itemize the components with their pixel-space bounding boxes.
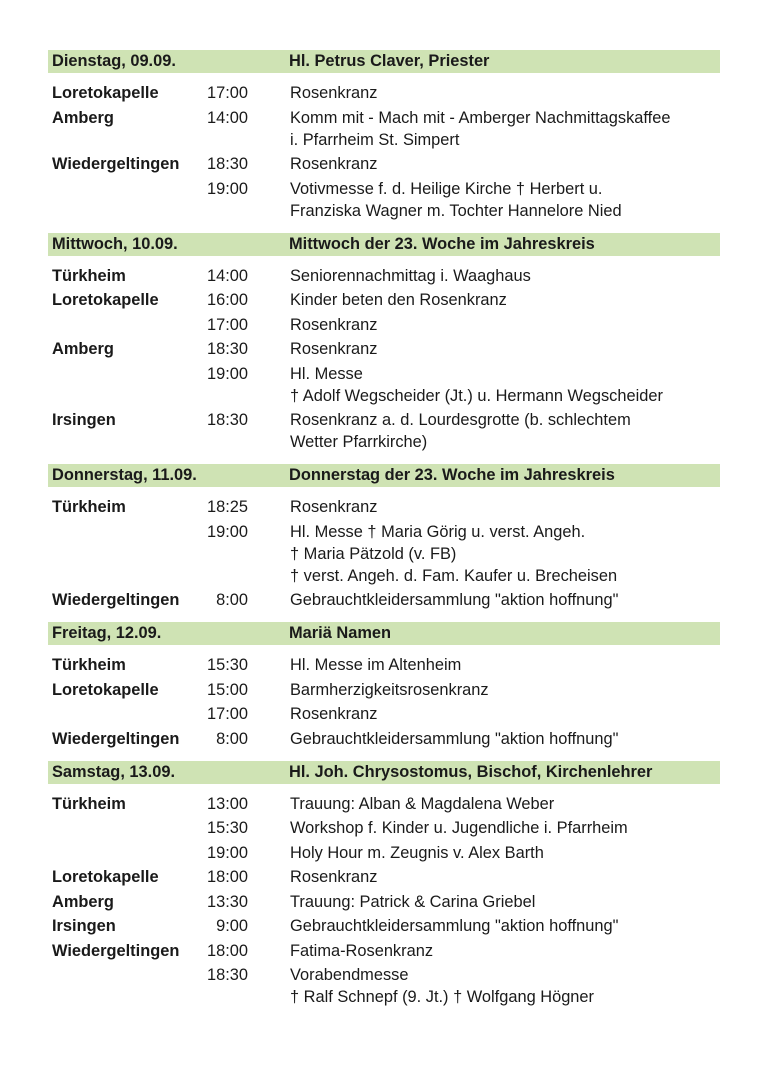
description-line: Workshop f. Kinder u. Jugendliche i. Pfarrheim [290,819,628,837]
day-date: Donnerstag, 11.09. [52,466,197,484]
day-header [48,622,720,645]
description-line: Rosenkranz a. d. Lourdesgrotte (b. schlechtem [290,411,631,429]
description-line: Wetter Pfarrkirche) [290,433,428,451]
entry-description [290,891,720,913]
entry-time: 18:00 [206,868,248,886]
entry-location: Loretokapelle [52,84,159,102]
description-line: Hl. Messe [290,364,363,383]
description-line: Kinder beten den Rosenkranz [290,291,507,309]
day-date: Mittwoch, 10.09. [52,234,178,253]
entry-location: Loretokapelle [52,291,159,309]
entry-description [290,338,720,360]
schedule-entry [48,866,720,888]
schedule-entry [48,940,720,962]
description-line: i. Pfarrheim St. Simpert [290,130,460,149]
entry-time: 18:30 [206,966,248,984]
entry-time: 15:00 [206,680,248,699]
description-line: Gebrauchtkleidersammlung "aktion hoffnung" [290,917,619,935]
schedule-entry [48,521,720,587]
description-line: Rosenkranz [290,155,378,173]
description-line: Rosenkranz [290,868,378,886]
entry-location: Wiedergeltingen [52,941,180,960]
entry-location: Irsingen [52,917,116,935]
entry-time: 9:00 [216,917,248,935]
entry-time: 16:00 [206,291,248,309]
entry-description [290,521,720,587]
schedule-entry [48,703,720,725]
day-feast: Donnerstag der 23. Woche im Jahreskreis [289,466,615,484]
description-line: Barmherzigkeitsrosenkranz [290,680,489,699]
schedule-entry [48,314,720,336]
schedule-entry [48,842,720,864]
day-section [48,622,720,750]
entry-description [290,654,720,676]
day-feast: Mittwoch der 23. Woche im Jahreskreis [289,234,595,253]
entry-time: 18:25 [206,498,248,516]
entry-location: Amberg [52,892,114,911]
entry-location: Türkheim [52,656,126,674]
entry-location: Türkheim [52,266,126,285]
schedule-entry [48,793,720,815]
description-line: Rosenkranz [290,498,378,516]
entry-description [290,915,720,937]
schedule-entry [48,817,720,839]
day-date: Dienstag, 09.09. [52,52,176,70]
description-line: Gebrauchtkleidersammlung "aktion hoffnung" [290,729,619,748]
entry-description [290,817,720,839]
entry-description [290,265,720,287]
entry-time: 8:00 [216,591,248,609]
entry-location: Türkheim [52,498,126,516]
description-line: † Adolf Wegscheider (Jt.) u. Hermann Wegscheider [290,386,663,405]
entry-time: 15:30 [206,819,248,837]
entry-description [290,679,720,701]
description-line: † Ralf Schnepf (9. Jt.) † Wolfgang Högner [290,988,594,1006]
schedule-entry [48,589,720,611]
entry-time: 15:30 [206,656,248,674]
schedule-entry [48,153,720,175]
day-section [48,464,720,611]
entry-time: 17:00 [206,705,248,723]
schedule-entry [48,289,720,311]
description-line: Votivmesse f. d. Heilige Kirche † Herbert u. [290,179,603,198]
entry-description [290,793,720,815]
entry-description [290,314,720,336]
day-date: Freitag, 12.09. [52,624,162,642]
description-line: Gebrauchtkleidersammlung "aktion hoffnung" [290,591,619,609]
schedule-entry [48,891,720,913]
entry-time: 13:30 [206,892,248,911]
entry-time: 18:30 [206,411,248,429]
entry-description [290,842,720,864]
entry-time: 17:00 [206,84,248,102]
description-line: Hl. Messe † Maria Görig u. verst. Angeh. [290,522,586,541]
day-header [48,761,720,784]
description-line: Rosenkranz [290,84,378,102]
day-header [48,50,720,73]
entry-description [290,107,720,151]
entry-description [290,496,720,518]
description-line: Holy Hour m. Zeugnis v. Alex Barth [290,843,544,862]
day-section [48,50,720,222]
entry-time: 8:00 [216,729,248,748]
schedule-entry [48,409,720,453]
description-line: Trauung: Patrick & Carina Griebel [290,892,536,911]
day-feast: Hl. Joh. Chrysostomus, Bischof, Kirchenlehrer [289,762,653,781]
schedule-entry [48,679,720,701]
entry-description [290,866,720,888]
entry-time: 19:00 [206,843,248,862]
entry-time: 19:00 [206,179,248,198]
entry-description [290,703,720,725]
day-feast: Hl. Petrus Claver, Priester [289,52,490,70]
entry-time: 18:00 [206,941,248,960]
entry-location: Loretokapelle [52,680,159,699]
entry-description [290,289,720,311]
entry-time: 18:30 [206,155,248,173]
schedule-entry [48,265,720,287]
schedule-entry [48,82,720,104]
description-line: Komm mit - Mach mit - Amberger Nachmittagskaffee [290,108,671,127]
day-section [48,761,720,1009]
day-feast: Mariä Namen [289,624,392,642]
description-line: † verst. Angeh. d. Fam. Kaufer u. Brecheisen [290,566,618,585]
entry-location: Loretokapelle [52,868,159,886]
entry-description [290,363,720,407]
description-line: Trauung: Alban & Magdalena Weber [290,794,555,813]
day-header [48,464,720,487]
day-date: Samstag, 13.09. [52,762,176,781]
entry-description [290,728,720,750]
schedule-entry [48,363,720,407]
schedule-entry [48,964,720,1008]
entry-location: Türkheim [52,794,126,813]
entry-description [290,178,720,222]
entry-location: Amberg [52,108,114,127]
entry-description [290,940,720,962]
description-line: Seniorennachmittag i. Waaghaus [290,266,531,285]
entry-description [290,409,720,453]
schedule-entry [48,496,720,518]
entry-location: Wiedergeltingen [52,729,180,748]
entry-time: 14:00 [206,108,248,127]
day-header [48,233,720,256]
schedule-page [48,50,720,1019]
entry-location: Wiedergeltingen [52,155,180,173]
entry-time: 13:00 [206,794,248,813]
schedule-entry [48,107,720,151]
entry-time: 18:30 [206,340,248,358]
schedule-entry [48,915,720,937]
schedule-entry [48,654,720,676]
description-line: † Maria Pätzold (v. FB) [290,544,457,563]
description-line: Rosenkranz [290,705,378,723]
entry-time: 17:00 [206,315,248,334]
entry-time: 19:00 [206,522,248,541]
schedule-entry [48,338,720,360]
day-section [48,233,720,454]
schedule-entry [48,728,720,750]
entry-location: Amberg [52,340,114,358]
entry-time: 14:00 [206,266,248,285]
description-line: Rosenkranz [290,315,378,334]
schedule-entry [48,178,720,222]
description-line: Fatima-Rosenkranz [290,941,434,960]
entry-description [290,153,720,175]
description-line: Franziska Wagner m. Tochter Hannelore Nied [290,201,622,220]
description-line: Rosenkranz [290,340,378,358]
entry-location: Wiedergeltingen [52,591,180,609]
description-line: Vorabendmesse [290,966,409,984]
entry-description [290,589,720,611]
description-line: Hl. Messe im Altenheim [290,656,462,674]
entry-time: 19:00 [206,364,248,383]
entry-description [290,82,720,104]
entry-location: Irsingen [52,411,116,429]
entry-description [290,964,720,1008]
